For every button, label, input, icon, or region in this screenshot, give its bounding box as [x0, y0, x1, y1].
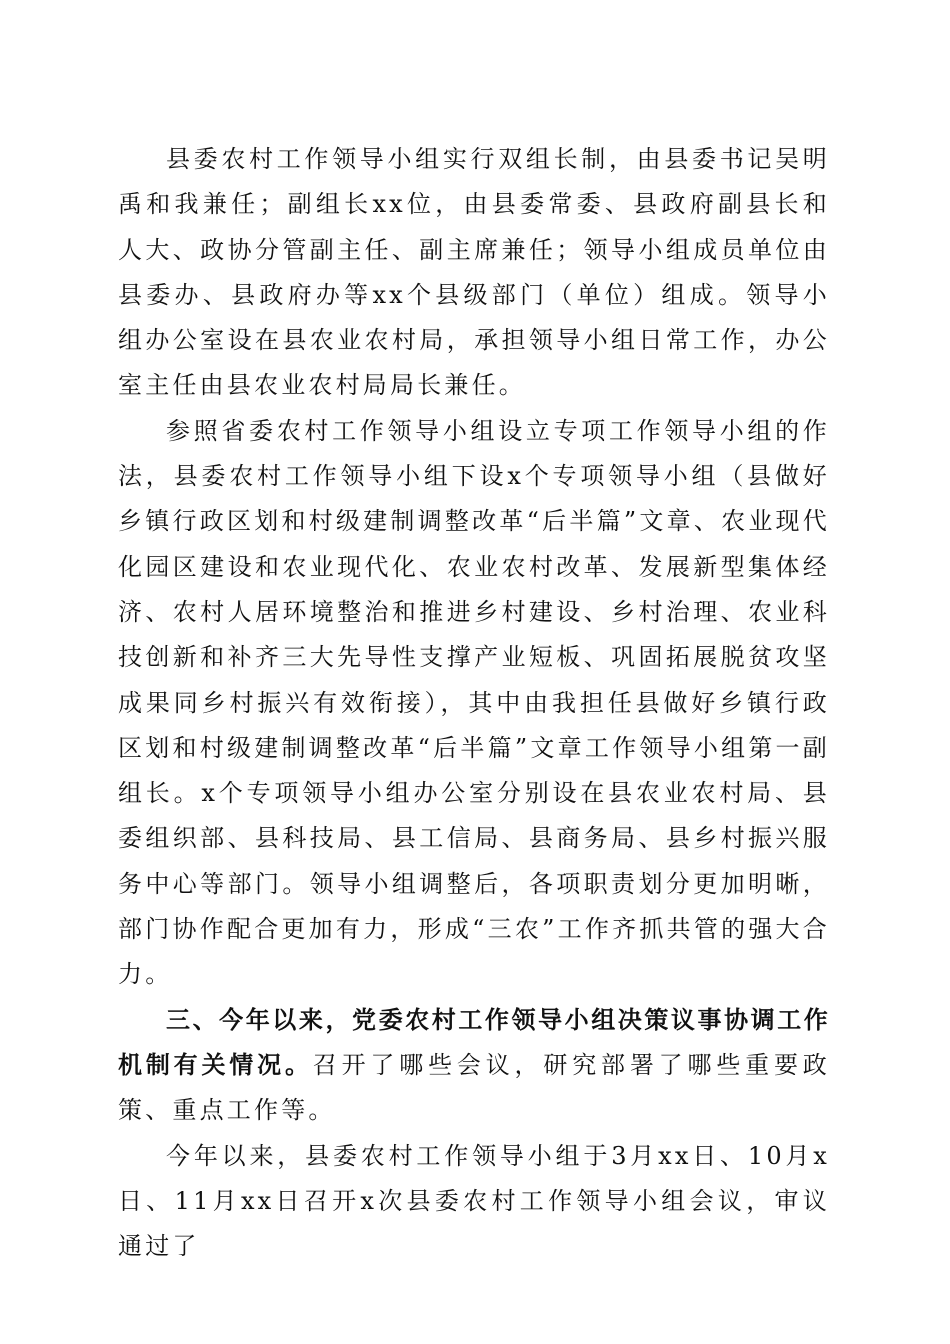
document-body [118, 137, 830, 1269]
section-heading-description: 召开了哪些会议，研究部署了哪些重要政策、重点工作等。 [118, 1050, 830, 1125]
paragraph-special-groups: 参照省委农村工作领导小组设立专项工作领导小组的作法，县委农村工作领导小组下设x个专项领导小组（县做好乡镇行政区划和村级建制调整改革“后半篇”文章、农业现代化园区建设和农业现代化、农业农村改革、发展新型集体经济、农村人居环境整治和推进乡村建设、乡村治理、农业科技创新和补齐三大先导性支撑产业短板、巩固拓展脱贫攻坚成果同乡村振兴有效衔接），其中由我担任县做好乡镇行政区划和村级建制调整改革“后半篇”文章工作领导小组第一副组长。x个专项领导小组办公室分别设在县农业农村局、县委组织部、县科技局、县工信局、县商务局、县乡村振兴服务中心等部门。领导小组调整后，各项职责划分更加明晰，部门协作配合更加有力，形成“三农”工作齐抓共管的强大合力。 [118, 416, 830, 989]
paragraph-meetings: 今年以来，县委农村工作领导小组于3月xx日、10月x日、11月xx日召开x次县委农村工作领导小组会议，审议通过了 [118, 1141, 830, 1261]
paragraph-leadership-structure: 县委农村工作领导小组实行双组长制，由县委书记吴明禹和我兼任；副组长xx位，由县委常委、县政府副县长和人大、政协分管副主任、副主席兼任；领导小组成员单位由县委办、县政府办等xx个县级部门（单位）组成。领导小组办公室设在县农业农村局，承担领导小组日常工作，办公室主任由县农业农村局局长兼任。 [118, 145, 830, 400]
section-heading-bold: 三、今年以来，党委农村工作领导小组决策议事协调工作机制有关情况。 [118, 1005, 830, 1079]
section-heading-three [118, 998, 830, 1134]
